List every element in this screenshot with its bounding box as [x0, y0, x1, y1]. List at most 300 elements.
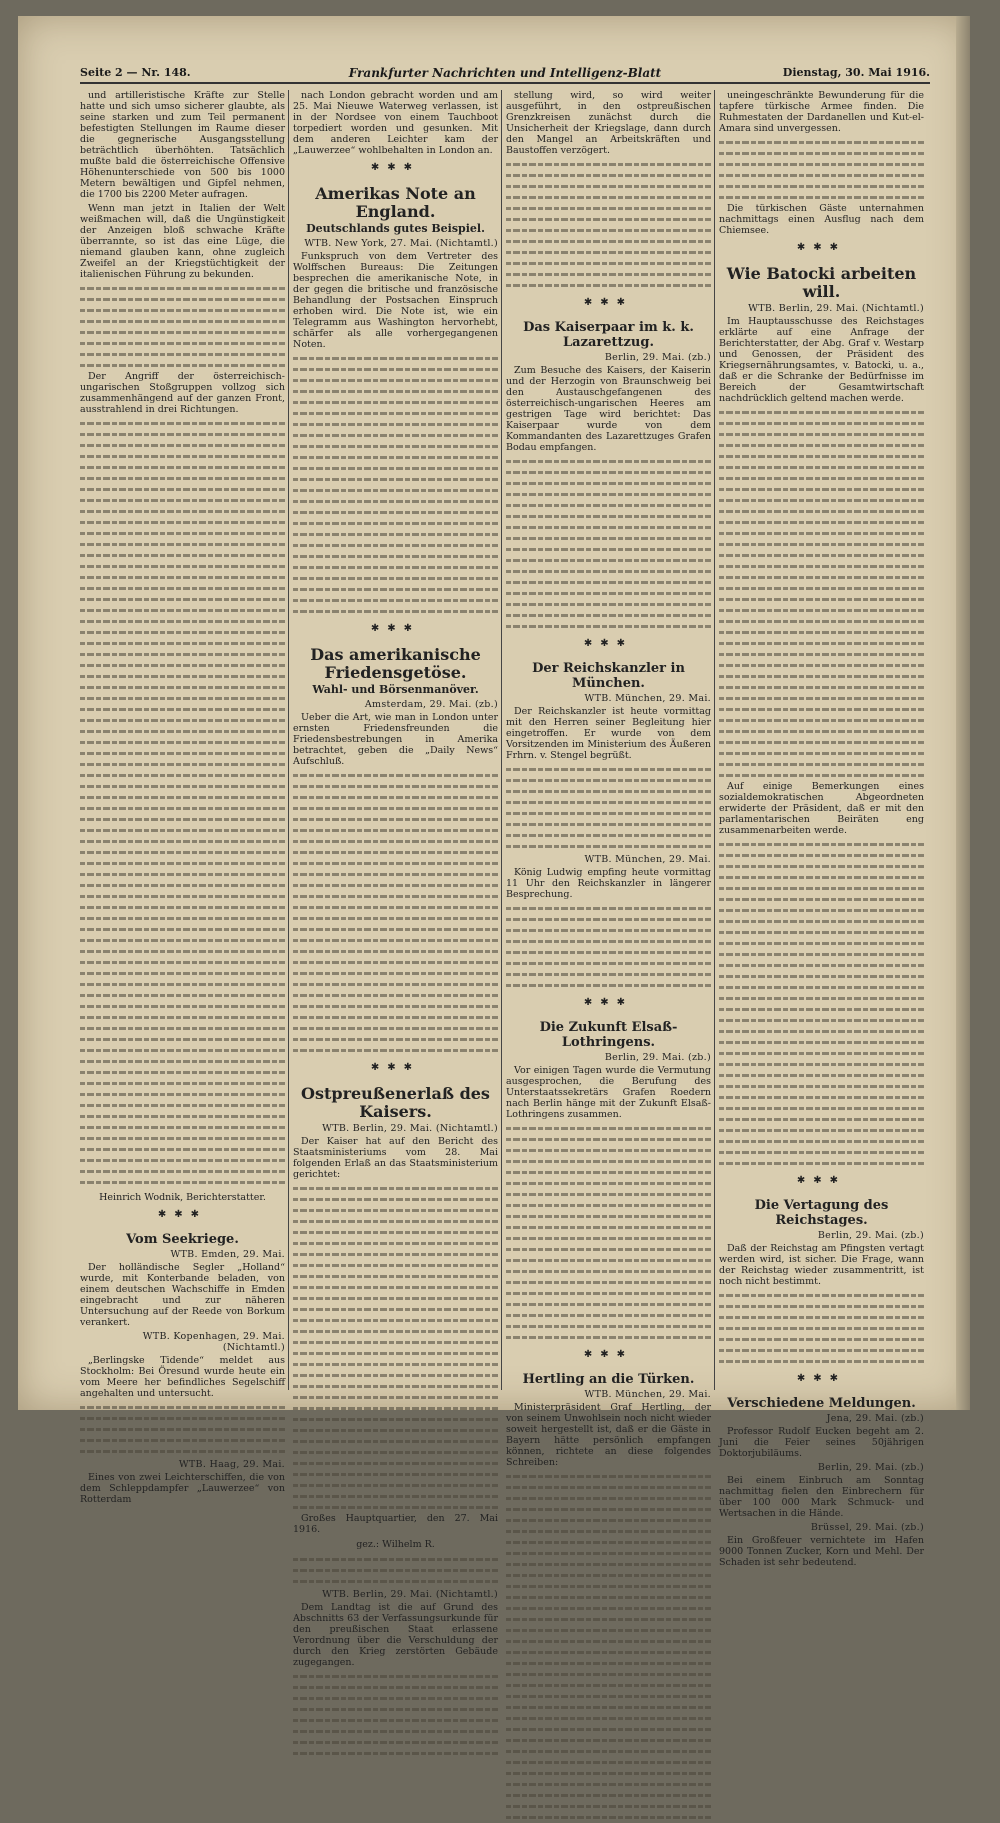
text-lines — [719, 682, 924, 693]
text-lines — [293, 1436, 498, 1447]
text-lines — [80, 836, 285, 847]
text-lines — [80, 803, 285, 814]
text-lines — [719, 1345, 924, 1356]
text-lines — [80, 1413, 285, 1424]
text-lines — [293, 474, 498, 485]
text-lines — [80, 338, 285, 349]
text-lines — [506, 936, 711, 947]
dateline: Berlin, 29. Mai. (zb.) — [604, 1052, 711, 1063]
text-lines — [80, 594, 285, 605]
text-lines — [719, 572, 924, 583]
text-lines — [719, 671, 924, 682]
text-lines — [719, 495, 924, 506]
text-lines — [80, 924, 285, 935]
text-lines — [80, 979, 285, 990]
paragraph: Die türkischen Gäste unternahmen nachmittags einen Ausflug nach dem Chiemsee. — [719, 203, 924, 236]
text-lines — [719, 192, 924, 203]
text-lines — [293, 1704, 498, 1715]
dateline: Berlin, 29. Mai. (zb.) — [817, 1462, 924, 1473]
text-lines — [293, 430, 498, 441]
text-lines — [80, 539, 285, 550]
text-lines — [293, 518, 498, 529]
text-lines — [293, 441, 498, 452]
text-lines — [293, 1260, 498, 1271]
text-lines — [506, 1768, 711, 1779]
text-lines — [293, 1337, 498, 1348]
text-lines — [293, 1414, 498, 1425]
paragraph: stellung wird, so wird weiter ausgeführt, in den ostpreußischen Grenzkreisen zunächst durch die Unsicherheit der Kriegslage, dann durch den Mangel an Arbeitskräften und Baustoffen verzögert. — [506, 90, 711, 156]
text-lines — [506, 1724, 711, 1735]
paragraph: Funkspruch von dem Vertreter des Wolffschen Bureaus: Die Zeitungen besprechen die amerikanische Note, in der gegen die britische und französische Behandlung der Postsachen Einspruch erhoben wird. Die Note ist, wie ein Telegramm aus Washington hervorhebt, schärfer als alle vorhergegangenen Noten. — [293, 251, 498, 350]
text-lines — [80, 506, 285, 517]
text-lines — [719, 462, 924, 473]
text-lines — [506, 1702, 711, 1713]
text-lines — [80, 1133, 285, 1144]
text-lines — [719, 1125, 924, 1136]
text-lines — [293, 913, 498, 924]
text-lines — [719, 1070, 924, 1081]
text-lines — [506, 1167, 711, 1178]
text-lines — [293, 1370, 498, 1381]
text-lines — [506, 841, 711, 852]
headline-ostpreussenerlass: Ostpreußenerlaß des Kaisers. — [301, 1084, 490, 1121]
text-lines — [80, 891, 285, 902]
author-signature: Heinrich Wodnik, Berichterstatter. — [99, 1192, 266, 1203]
text-lines — [506, 1636, 711, 1647]
text-lines — [719, 1059, 924, 1070]
paragraph: Professor Rudolf Eucken begeht am 2. Juni die Feier seines 50jährigen Doktorjubiläums. — [719, 1426, 924, 1459]
text-lines — [293, 584, 498, 595]
text-lines — [293, 1671, 498, 1682]
headline-friedensgetoese: Das amerikanische Friedensgetöse. — [310, 645, 481, 682]
section-separator: ✱✱✱ — [583, 297, 634, 308]
text-lines — [506, 489, 711, 500]
text-lines — [719, 473, 924, 484]
text-lines — [293, 880, 498, 891]
text-lines — [293, 1715, 498, 1726]
text-lines — [80, 1089, 285, 1100]
text-lines — [293, 1271, 498, 1282]
headline-verschiedene-meldungen: Verschiedene Meldungen. — [727, 1396, 916, 1411]
text-lines — [506, 1658, 711, 1669]
text-lines — [506, 1233, 711, 1244]
text-lines — [293, 891, 498, 902]
text-lines — [719, 993, 924, 1004]
text-lines — [719, 715, 924, 726]
dateline: WTB. New York, 27. Mai. (Nichtamtl.) — [304, 238, 498, 249]
text-lines — [719, 960, 924, 971]
text-lines — [293, 1249, 498, 1260]
text-lines — [719, 594, 924, 605]
text-lines — [80, 825, 285, 836]
text-lines — [80, 1122, 285, 1133]
text-lines — [293, 935, 498, 946]
text-lines — [719, 451, 924, 462]
text-lines — [506, 544, 711, 555]
text-lines — [506, 1713, 711, 1724]
text-lines — [719, 883, 924, 894]
section-separator: ✱✱✱ — [583, 638, 634, 649]
text-lines — [719, 759, 924, 770]
headline-hertling: Hertling an die Türken. — [522, 1372, 695, 1387]
text-lines — [506, 903, 711, 914]
text-lines — [506, 269, 711, 280]
column-1 — [80, 90, 285, 1505]
column-4 — [719, 90, 924, 1568]
text-lines — [719, 1158, 924, 1169]
text-lines — [293, 1238, 498, 1249]
text-lines — [719, 1037, 924, 1048]
text-lines — [719, 660, 924, 671]
text-lines — [719, 583, 924, 594]
text-lines — [506, 1581, 711, 1592]
text-lines — [293, 419, 498, 430]
text-lines — [719, 748, 924, 759]
text-lines — [80, 946, 285, 957]
text-lines — [293, 1304, 498, 1315]
text-lines — [80, 968, 285, 979]
text-lines — [506, 1200, 711, 1211]
text-lines — [80, 935, 285, 946]
text-lines — [80, 1435, 285, 1446]
text-lines — [506, 1515, 711, 1526]
text-lines — [80, 349, 285, 360]
text-lines — [506, 1548, 711, 1559]
text-lines — [506, 1680, 711, 1691]
dateline: WTB. Emden, 29. Mai. — [170, 1249, 285, 1260]
text-lines — [506, 980, 711, 991]
paragraph: und artilleristische Kräfte zur Stelle hatte und sich umso sicherer glaubte, als seine starken und zum Teil permanent befestigten Stellungen im Raume dieser die gegnerische Ausgangsstellung beträchtlich überhöhten. Tatsächlich mußte bald die österreichische Offensive Höhenunterschiede von 500 bis 1000 Metern bewältigen und Gipfel nehmen, die 1700 bis 2200 Meter aufragen. — [80, 90, 285, 200]
text-lines — [293, 529, 498, 540]
text-lines — [293, 1194, 498, 1205]
text-lines — [506, 1779, 711, 1790]
text-lines — [293, 990, 498, 1001]
text-lines — [719, 839, 924, 850]
text-lines — [80, 316, 285, 327]
text-lines — [506, 1614, 711, 1625]
text-lines — [719, 506, 924, 517]
text-lines — [506, 533, 711, 544]
text-lines — [506, 500, 711, 511]
text-lines — [293, 1447, 498, 1458]
headline-reichskanzler: Der Reichskanzler in München. — [532, 661, 685, 691]
section-separator: ✱✱✱ — [796, 1175, 847, 1186]
text-lines — [80, 880, 285, 891]
text-lines — [719, 429, 924, 440]
text-lines — [506, 1603, 711, 1614]
text-lines — [506, 1592, 711, 1603]
dateline: Brüssel, 29. Mai. (zb.) — [810, 1522, 924, 1533]
text-lines — [293, 606, 498, 617]
text-lines — [80, 638, 285, 649]
text-lines — [80, 583, 285, 594]
text-lines — [293, 507, 498, 518]
text-lines — [293, 1737, 498, 1748]
text-lines — [719, 627, 924, 638]
text-lines — [80, 360, 285, 371]
text-lines — [719, 704, 924, 715]
text-lines — [506, 170, 711, 181]
dateline: WTB. München, 29. Mai. — [584, 693, 711, 704]
text-lines — [506, 1189, 711, 1200]
text-lines — [293, 825, 498, 836]
text-lines — [719, 894, 924, 905]
text-lines — [506, 1145, 711, 1156]
text-lines — [293, 1480, 498, 1491]
text-lines — [506, 456, 711, 467]
text-lines — [506, 1493, 711, 1504]
text-lines — [506, 1211, 711, 1222]
paragraph: Großes Hauptquartier, den 27. Mai 1916. — [293, 1513, 498, 1535]
headline-elsass-lothringen: Die Zukunft Elsaß-Lothringens. — [539, 1020, 678, 1050]
text-lines — [506, 1222, 711, 1233]
text-lines — [506, 947, 711, 958]
text-lines — [506, 1669, 711, 1680]
text-lines — [719, 850, 924, 861]
dateline: WTB. Berlin, 29. Mai. (Nichtamtl.) — [322, 1589, 498, 1600]
text-lines — [506, 214, 711, 225]
text-lines — [506, 181, 711, 192]
text-lines — [506, 566, 711, 577]
paragraph: Dem Landtag ist die auf Grund des Abschnitts 63 der Verfassungsurkunde für den preußischen Staat erlassene Verordnung über die Verschuldung der durch den Krieg zerstörten Gebäude zugegangen. — [293, 1602, 498, 1668]
text-lines — [293, 979, 498, 990]
text-lines — [506, 1310, 711, 1321]
text-lines — [506, 830, 711, 841]
text-lines — [719, 440, 924, 451]
text-lines — [506, 467, 711, 478]
paragraph: Im Hauptausschusse des Reichstages erklärte auf eine Anfrage der Berichterstatter, der Abg. Graf v. Westarp und Genossen, der Präsident des Kriegsernährungsamtes, v. Batocki, u. a., daß er die Schranke der Bedürfnisse im Bereich der Gesamtwirtschaft nachdrücklich geltend machen werde. — [719, 316, 924, 404]
text-lines — [293, 1359, 498, 1370]
dateline: Jena, 29. Mai. (zb.) — [826, 1413, 924, 1424]
text-lines — [80, 1067, 285, 1078]
text-lines — [80, 902, 285, 913]
text-lines — [506, 1526, 711, 1537]
text-lines — [293, 1554, 498, 1565]
text-lines — [293, 1425, 498, 1436]
text-lines — [80, 605, 285, 616]
text-lines — [80, 1001, 285, 1012]
dateline: Amsterdam, 29. Mai. (zb.) — [364, 699, 498, 710]
text-lines — [80, 1166, 285, 1177]
text-lines — [293, 781, 498, 792]
issue-date: Dienstag, 30. Mai 1916. — [782, 66, 930, 79]
text-lines — [80, 418, 285, 429]
text-lines — [293, 1403, 498, 1414]
text-lines — [80, 561, 285, 572]
text-lines — [80, 616, 285, 627]
text-lines — [506, 1156, 711, 1167]
text-lines — [506, 225, 711, 236]
text-lines — [293, 1682, 498, 1693]
text-lines — [506, 819, 711, 830]
paragraph: Ministerpräsident Graf Hertling, der von seinem Unwohlsein noch nicht wieder soweit hergestellt ist, daß er die Gäste in Bayern hätte persönlich empfangen können, richtete an diese folgendes Schreiben: — [506, 1402, 711, 1468]
paragraph: Wenn man jetzt in Italien der Welt weißmachen will, daß die Ungünstigkeit der Anzeigen bloß schwache Kräfte überrannte, so ist das eine Lüge, die niemand glauben kann, ohne zugleich Zweifel an der Kriegstüchtigkeit der italienischen Führung zu bekunden. — [80, 203, 285, 280]
text-lines — [293, 1502, 498, 1513]
text-lines — [506, 1266, 711, 1277]
text-lines — [506, 577, 711, 588]
text-lines — [506, 555, 711, 566]
section-separator: ✱✱✱ — [796, 1373, 847, 1384]
text-lines — [80, 1446, 285, 1457]
text-lines — [719, 1301, 924, 1312]
text-lines — [719, 861, 924, 872]
text-lines — [293, 485, 498, 496]
text-lines — [293, 1576, 498, 1587]
text-lines — [719, 982, 924, 993]
text-lines — [719, 971, 924, 982]
text-lines — [506, 1244, 711, 1255]
text-lines — [293, 847, 498, 858]
text-lines — [506, 1332, 711, 1343]
text-lines — [506, 1255, 711, 1266]
column-rule — [501, 90, 502, 1390]
text-lines — [293, 869, 498, 880]
text-lines — [719, 916, 924, 927]
column-2 — [293, 90, 498, 1668]
text-lines — [506, 247, 711, 258]
dateline: Berlin, 29. Mai. (zb.) — [817, 1230, 924, 1241]
paragraph: Bei einem Einbruch am Sonntag nachmittag fielen den Einbrechern für über 100 000 Mark Schmuck- und Wertsachen in die Hände. — [719, 1475, 924, 1519]
headline-vertagung: Die Vertagung des Reichstages. — [754, 1198, 889, 1228]
text-lines — [506, 236, 711, 247]
text-lines — [719, 148, 924, 159]
text-lines — [506, 1691, 711, 1702]
text-lines — [293, 551, 498, 562]
text-lines — [506, 1625, 711, 1636]
text-lines — [506, 1134, 711, 1145]
dateline: WTB. Berlin, 29. Mai. (Nichtamtl.) — [748, 303, 924, 314]
text-lines — [506, 764, 711, 775]
text-lines — [293, 1001, 498, 1012]
dateline: WTB. Berlin, 29. Mai. (Nichtamtl.) — [322, 1123, 498, 1134]
dateline: WTB. Haag, 29. Mai. — [178, 1459, 285, 1470]
text-lines — [506, 925, 711, 936]
text-lines — [719, 1136, 924, 1147]
text-lines — [293, 540, 498, 551]
paragraph: Der Kaiser hat auf den Bericht des Staatsministeriums vom 28. Mai folgenden Erlaß an das Staatsministerium gerichtet: — [293, 1136, 498, 1180]
text-lines — [293, 770, 498, 781]
text-lines — [80, 572, 285, 583]
text-lines — [719, 1312, 924, 1323]
text-lines — [506, 1471, 711, 1482]
paragraph: Der Reichskanzler ist heute vormittag mit den Herren seiner Begleitung hier eingetroffen. Er wurde von dem Vorsitzenden im Ministerium des Äußeren Frhrn. v. Stengel begrüßt. — [506, 706, 711, 761]
signature: gez.: Wilhelm R. — [356, 1539, 435, 1550]
text-lines — [293, 902, 498, 913]
text-lines — [506, 1299, 711, 1310]
text-lines — [80, 1100, 285, 1111]
text-lines — [506, 588, 711, 599]
text-lines — [506, 1321, 711, 1332]
text-lines — [506, 786, 711, 797]
text-lines — [80, 737, 285, 748]
text-lines — [80, 1111, 285, 1122]
text-lines — [80, 473, 285, 484]
text-lines — [506, 599, 711, 610]
paragraph: Zum Besuche des Kaisers, der Kaiserin und der Herzogin von Braunschweig bei den Austauschgefangenen des österreichisch-ungarischen Heeres am gestrigen Tage wird berichtet: Das Kaiserpaar wurde von dem Kommandanten des Lazarettzuges Grafen Bodau empfangen. — [506, 365, 711, 453]
text-lines — [293, 463, 498, 474]
headline-kaiserpaar: Das Kaiserpaar im k. k. Lazarettzug. — [523, 320, 694, 350]
text-lines — [719, 517, 924, 528]
masthead-title: Frankfurter Nachrichten und Intelligenz-Blatt — [348, 66, 662, 80]
text-lines — [719, 938, 924, 949]
text-lines — [506, 610, 711, 621]
text-lines — [506, 775, 711, 786]
section-separator: ✱✱✱ — [583, 1349, 634, 1360]
text-lines — [293, 573, 498, 584]
text-lines — [719, 737, 924, 748]
binding-gutter — [956, 16, 970, 1410]
text-lines — [293, 946, 498, 957]
text-lines — [506, 1746, 711, 1757]
text-lines — [293, 496, 498, 507]
text-lines — [506, 280, 711, 291]
text-lines — [80, 990, 285, 1001]
text-lines — [293, 1216, 498, 1227]
text-lines — [506, 192, 711, 203]
text-lines — [719, 1334, 924, 1345]
text-lines — [80, 660, 285, 671]
text-lines — [293, 353, 498, 364]
text-lines — [80, 682, 285, 693]
text-lines — [719, 1015, 924, 1026]
dateline: WTB. München, 29. Mai. — [584, 1389, 711, 1400]
text-lines — [719, 181, 924, 192]
text-lines — [80, 1056, 285, 1067]
text-lines — [719, 407, 924, 418]
paragraph: Daß der Reichstag am Pfingsten vertagt werden wird, ist sicher. Die Frage, wann der Reichstag wieder zusammentritt, ist noch nicht bestimmt. — [719, 1243, 924, 1287]
text-lines — [80, 693, 285, 704]
text-lines — [506, 1178, 711, 1189]
text-lines — [293, 1034, 498, 1045]
text-lines — [80, 440, 285, 451]
text-lines — [80, 792, 285, 803]
text-lines — [506, 1482, 711, 1493]
text-lines — [293, 1491, 498, 1502]
text-lines — [506, 203, 711, 214]
text-lines — [719, 927, 924, 938]
text-lines — [293, 924, 498, 935]
text-lines — [719, 905, 924, 916]
text-lines — [719, 418, 924, 429]
paragraph: nach London gebracht worden und am 25. Mai Nieuwe Waterweg verlassen, ist in der Nordsee von einem Tauchboot torpediert worden und gesunken. Mit dem anderen Leichter kam der „Lauwerzee“ wohlbehalten in London an. — [293, 90, 498, 156]
text-lines — [293, 792, 498, 803]
text-lines — [80, 1034, 285, 1045]
text-lines — [293, 1045, 498, 1056]
text-lines — [506, 1757, 711, 1768]
text-lines — [80, 484, 285, 495]
text-lines — [293, 1726, 498, 1737]
text-lines — [293, 1315, 498, 1326]
text-lines — [80, 528, 285, 539]
text-lines — [80, 327, 285, 338]
text-lines — [80, 451, 285, 462]
text-lines — [80, 462, 285, 473]
text-lines — [506, 1537, 711, 1548]
page-number: Seite 2 — Nr. 148. — [80, 66, 191, 79]
text-lines — [293, 1012, 498, 1023]
paragraph: Ueber die Art, wie man in London unter ernsten Friedensfreunden die Friedensbestrebungen in Amerika betrachtet, geben die „Daily News“ Aufschluß. — [293, 712, 498, 767]
text-lines — [719, 137, 924, 148]
text-lines — [293, 397, 498, 408]
text-lines — [719, 693, 924, 704]
text-lines — [80, 726, 285, 737]
text-lines — [506, 1570, 711, 1581]
text-lines — [293, 562, 498, 573]
text-lines — [80, 1045, 285, 1056]
text-lines — [719, 170, 924, 181]
text-lines — [293, 814, 498, 825]
text-lines — [80, 1012, 285, 1023]
